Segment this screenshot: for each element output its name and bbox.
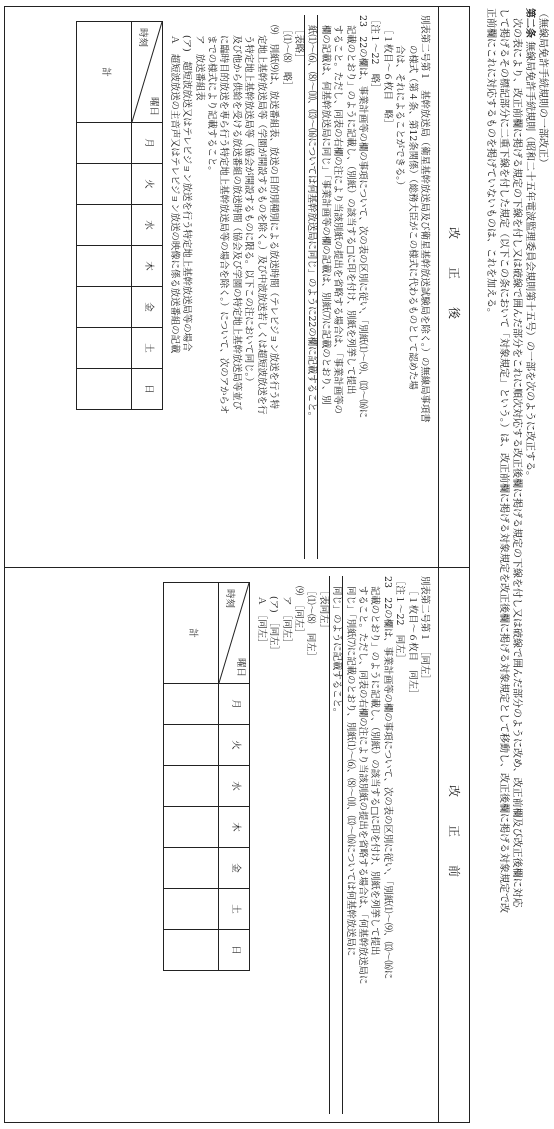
before-line: Ａ ［同左］ (255, 596, 267, 648)
article-paragraph-3: して掲げるその標記部分に二重下線を付した規定（以下この条において「対象規定」という。）は、改正前欄に掲げる対象規定を改正後欄に掲げる対象規定として移動し、改正後欄に掲げる対象規定で改 (498, 8, 509, 913)
article-caption: （無線局免許手続規則の一部改正） (537, 8, 548, 168)
schedule-cell (164, 807, 219, 848)
after-line: 23 22の欄は、事業計画等の欄の事項について、次の表の区別に従い、「別紙⑴～⑼、⒀～⒃に (356, 15, 368, 419)
day-label: 曜日 (235, 657, 247, 677)
article-label: 第二条 (524, 8, 535, 38)
after-line: 合は、それによることができる。） (394, 45, 406, 191)
after-line: 記載のとおり」のように記載し、（別紙）の該当する□に印を付け、別紙を列挙して提出 (344, 25, 356, 395)
day-header-mon: 月 (219, 684, 250, 725)
before-line: 同じ」「別紙⑺に記載のとおり、別紙⑴～⑹、⑻～⑽、⒀～⒃については何基幹放送局に (342, 576, 355, 1114)
day-header-sun: 日 (132, 369, 163, 410)
day-header-wed: 水 (219, 766, 250, 807)
before-line: 記載のとおり」のように記載し、（別紙）の該当する□に印を付け、別紙を列挙して提出 (369, 586, 381, 956)
schedule-cell (77, 246, 132, 287)
after-line: 紙⑴～⑹、⑻～⑽、⒀～⒃については何基幹放送局に同じ」のように22の欄に記載すること。 (304, 15, 317, 559)
day-header-fri: 金 (132, 287, 163, 328)
after-line: (ア) 超短波放送又はテレビジョン放送を行う特定地上基幹放送局等の場合 (181, 35, 193, 352)
after-line: ［１枚目～６枚目 略］ (381, 25, 393, 129)
before-line: (ア) ［同左］ (268, 596, 280, 655)
column-after-revision (5, 7, 469, 568)
before-line: 23 22の欄は、事業計画等の欄の事項について、次の表の区別に従い、「別紙⑴～⑼、⒀～⒃に (381, 576, 393, 980)
column-header-before: 改正前 (438, 568, 469, 1122)
amendment-article (468, 8, 548, 1121)
day-header-mon: 月 (132, 123, 163, 164)
after-line: ［表略］ (292, 25, 304, 63)
after-line: ［⑴～⑻ 略］ (280, 25, 292, 91)
column-before-revision (5, 568, 469, 1122)
schedule-cell (164, 848, 219, 889)
column-body-after (5, 7, 438, 567)
day-header-thu: 木 (219, 807, 250, 848)
after-line: までの様式により記載すること。 (206, 35, 218, 176)
article-paragraph-1 (523, 8, 535, 1121)
after-line: 定地上基幹放送局等（学園が開設するものを除く。）及び中波放送若しくは超短波放送を行 (255, 35, 267, 415)
after-line: すること。ただし、同表の右欄の注により当該別紙の提出を省略する場合は、「事業計画等の (332, 25, 344, 415)
schedule-cell (77, 123, 132, 164)
comparison-table (4, 6, 470, 1123)
article-paragraph-2: 次の表により、改正前欄に掲げる規定の下線を付し又は破線で囲んだ部分をこれに順次対応する改正後欄に掲げる規定の下線を付し又は破線で囲んだ部分のように改め、改正前欄及び改正後欄に対応 (511, 18, 522, 908)
before-line: ［表同左］ (317, 586, 329, 633)
before-line: ［注１～22 同左］ (394, 576, 406, 663)
after-line: 欄の記載は、何基幹放送局に同じ」「事業計画等の欄の記載は、別紙⑺に記載のとおり、別 (317, 15, 330, 559)
after-line: 別表第二号第１ 基幹放送局（衛星基幹放送局及び衛星基幹放送試験局を除く。）の無線局事項書 (419, 15, 430, 423)
after-line: の様式（第４条、第12条関係）（総務大臣がこの様式に代わるものとして認めた場 (406, 45, 418, 390)
schedule-cell (164, 684, 219, 725)
after-line: ［注１～22 略］ (369, 15, 381, 93)
day-header-tue: 火 (132, 164, 163, 205)
schedule-cell (77, 287, 132, 328)
day-header-fri: 金 (219, 848, 250, 889)
day-header-tue: 火 (219, 725, 250, 766)
day-header-sat: 土 (219, 889, 250, 930)
schedule-cell (164, 889, 219, 930)
article-paragraph-4: 正前欄にこれに対応するものを掲げていないものは、これを加える。 (485, 8, 496, 318)
day-label: 曜日 (148, 96, 160, 116)
after-line: 及び他から供給を受ける放送番組の放送時間（協会及び学園の特定地上基幹放送局等並び (230, 35, 242, 411)
before-line: ［１枚目～６枚目 同左］ (406, 586, 418, 699)
before-line: 同じ」のように記載すること。 (329, 576, 342, 1114)
before-line: 別表第二号第１ ［同左］ (419, 576, 430, 684)
after-line: ア 放送番組表 (193, 35, 205, 101)
schedule-cell (164, 930, 219, 971)
schedule-table-before (163, 582, 250, 971)
schedule-corner-cell (132, 22, 163, 123)
schedule-table-after (76, 21, 163, 410)
day-header-sat: 土 (132, 328, 163, 369)
schedule-cell (164, 766, 219, 807)
day-header-thu: 木 (132, 246, 163, 287)
column-body-before (5, 568, 438, 1122)
schedule-cell (164, 725, 219, 766)
before-line: ア ［同左］ (280, 596, 292, 648)
time-label: 時刻 (136, 28, 148, 48)
total-label: 計 (164, 583, 219, 684)
total-label: 計 (77, 22, 132, 123)
time-label: 時刻 (223, 589, 235, 609)
after-line: Ａ 超短波放送の主音声又はテレビジョン放送の映像に係る放送番組の記載 (168, 35, 180, 354)
schedule-cell (77, 164, 132, 205)
after-line: に臨時目的放送を専ら行う特定地上基幹放送局等の場合を除く。）について、次のアからオ (218, 35, 230, 415)
schedule-cell (77, 369, 132, 410)
article-text: 無線局免許手続規則（昭和二十五年電波監理委員会規則第十五号）の一部を次のように改正する。 (524, 41, 535, 482)
before-line: すること。ただし、同表の右欄の注により当該別紙の提出を省略する場合は、「何基幹放送局に (356, 586, 368, 985)
before-line: ⑼ ［同左］ (292, 586, 304, 638)
schedule-corner-cell (219, 583, 250, 684)
schedule-cell (77, 205, 132, 246)
day-header-sun: 日 (219, 930, 250, 971)
after-line: ⑼ 別紙⑼は、放送番組表、放送の目的別種別による放送時間（テレビジョン放送を行う特 (268, 25, 280, 410)
schedule-cell (77, 328, 132, 369)
day-header-wed: 水 (132, 205, 163, 246)
before-line: ［⑴～⑻ 同左］ (305, 586, 317, 662)
column-header-after: 改正後 (438, 7, 469, 567)
after-line: う特定地上基幹放送局等（協会が開設するものに限る。以下この注において同じ。） (243, 35, 255, 387)
